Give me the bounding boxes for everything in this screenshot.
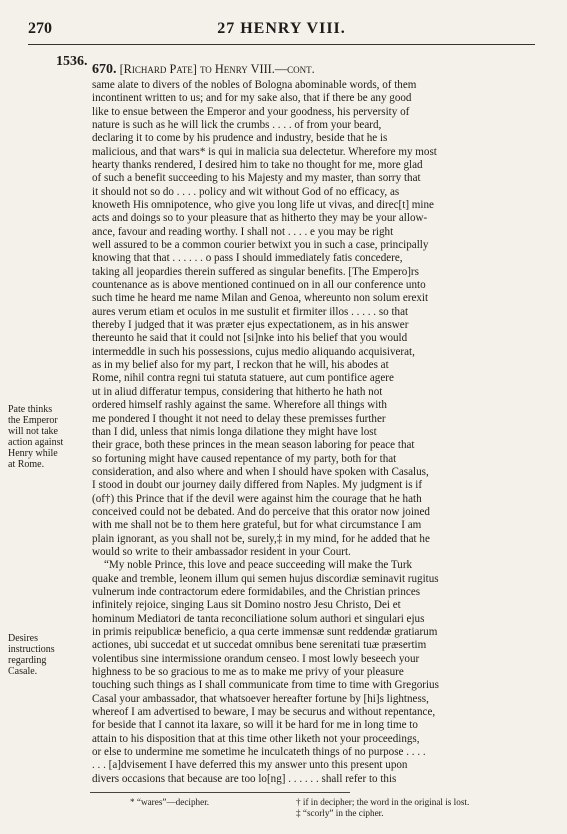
- body-line: aures verum etiam et oculos in me sustulit et firmiter illos . . . . . so that: [92, 305, 409, 318]
- page-number: 270: [28, 20, 52, 37]
- sidenote-line: the Emperor: [8, 415, 58, 426]
- sidenote-line: will not take: [8, 426, 58, 437]
- body-line: volentibus sine intermissione orandum censeo. I most lowly beseech your: [92, 652, 420, 665]
- body-line: Rome, nihil contra regni tui statuta statuere, aut cum pontifice agere: [92, 372, 394, 385]
- body-line: hearty thanks rendered, I desired him to take no thought for me, more glad: [92, 158, 423, 171]
- body-line: me pondered I thought it not need to delay these premisses further: [92, 412, 386, 425]
- body-line: well assured to be a common courier betwixt you in such a case, principally: [92, 239, 429, 252]
- sidenote-line: Casale.: [8, 666, 38, 677]
- body-line: infinitely rejoice, singing Laus sit Domino nostro Jesu Christo, Dei et: [92, 599, 401, 612]
- entry-heading: [92, 62, 540, 78]
- header-rule: [28, 44, 535, 45]
- body-line: same alate to divers of the nobles of Bologna abominable words, of them: [92, 78, 417, 91]
- body-line: ut in aliud differatur tempus, considering that hitherto he hath not: [92, 385, 383, 398]
- body-line: malicious, and that wars* is qui in malicia sua delectetur. Wherefore my most: [92, 145, 437, 158]
- body-line: intermeddle in such his possessions, cujus medio aliquando acquisiverat,: [92, 345, 415, 358]
- body-line: like to ensue between the Emperor and your goodness, his perversity of: [92, 105, 410, 118]
- running-header: [28, 20, 535, 40]
- footnote-rule: [90, 792, 350, 793]
- body-line: whereof I am advertised to beware, I may be securus and without repentance,: [92, 706, 436, 719]
- body-line: Casal your ambassador, that whatsoever hereafter fortune by [hi]s lightness,: [92, 692, 429, 705]
- body-line: would so write to their ambassador resident in your Court.: [92, 545, 351, 558]
- body-line: in primis reipublicæ beneficio, a qua certe immensæ sunt reddendæ gratiarum: [92, 626, 438, 638]
- sidenote-casale: [8, 633, 90, 677]
- sidenote-line: regarding: [8, 655, 47, 666]
- body-line: thereunto he said that it could not [si]nke into his belief that you would: [92, 332, 408, 345]
- body-line: touching such things as I shall communicate from time to time with Gregorius: [92, 679, 439, 692]
- body-line: plain ignorant, as you shall not be, surely,‡ in my mind, for he added that he: [92, 532, 430, 545]
- body-line: I stood in doubt our journey daily differed from Naples. My judgment is if: [92, 479, 423, 492]
- body-line: taking all jeopardies therein suffered as singular benefits. [The Empero]rs: [92, 265, 419, 278]
- entry-writer: [Richard Pate]: [119, 62, 197, 76]
- sidenote-line: Henry while: [8, 448, 58, 459]
- body-line: of such a benefit succeeding to his Majesty and my master, than sorry that: [92, 172, 421, 185]
- footnote-wares: * “wares”—decipher.: [130, 797, 210, 807]
- sidenote-pate-emperor: [8, 404, 90, 470]
- body-line: attain to his disposition that at this time other liketh not your proceedings,: [92, 732, 420, 745]
- entry-recipient: to Henry VIII.—cont.: [199, 62, 315, 76]
- body-line: “My noble Prince, this love and peace succeeding will make the Turk: [104, 559, 413, 572]
- body-line: incontinent written to us; and for my sake also, that if there be any good: [92, 92, 412, 105]
- body-line: as in my belief also for my part, I reckon that he will, his abodes at: [92, 359, 389, 372]
- sidenote-line: instructions: [8, 644, 55, 655]
- sidenote-line: action against: [8, 437, 64, 448]
- body-line: knowing that that . . . . . . o pass I should immediately fatis concedere,: [92, 252, 403, 265]
- body-line: ordered himself rashly against the same. Wherefore all things with: [92, 399, 387, 412]
- running-title: 27 HENRY VIII.: [217, 20, 346, 37]
- body-line: conceived could not be debated. And do perceive that this orator now joined: [92, 505, 430, 518]
- body-line: such time he heard me name Milan and Genoa, whereunto non solum erexit: [92, 292, 429, 305]
- letter-body: [92, 79, 540, 786]
- body-line: consideration, and also where and when I should have spoken with Casalus,: [92, 465, 429, 478]
- body-line: acts and doings so to your pleasure that as hitherto they may be your allow-: [92, 212, 428, 225]
- body-line: declaring it to come by his prudence and industry, beside that he is: [92, 132, 388, 145]
- body-line: with me shall not be to them here grateful, but for what circumstance I am: [92, 519, 422, 532]
- sidenote-line: Pate thinks: [8, 404, 53, 415]
- body-line: divers occasions that because are too lo[ng] . . . . . . shall refer to this: [92, 772, 397, 785]
- body-line: hominum Mediatori de tanta reconciliatione solum authori et singulari ejus: [92, 612, 425, 625]
- main-column: [92, 62, 540, 786]
- body-line: or else to undermine me sometime he inculcateth things of no purpose . . . .: [92, 746, 426, 759]
- year-marker: 1536.: [56, 54, 88, 69]
- sidenote-line: Desires: [8, 633, 38, 644]
- body-line: (of†) this Prince that if the devil were against him the courage that he hath: [92, 492, 422, 505]
- body-line: so fortuning might have caused repentance of my party, both for that: [92, 452, 397, 465]
- footnote-scorly: ‡ “scorly” in the cipher.: [296, 808, 384, 818]
- body-line: nature is such as he will lick the crumbs . . . . of from your beard,: [92, 118, 382, 131]
- body-line: than I did, unless that nimis longa dilatione they might have lost: [92, 425, 377, 438]
- body-line: thereby I judged that it was præter ejus expectationem, as in his answer: [92, 319, 409, 332]
- body-line: their grace, both these princes in the mean season laboring for peace that: [92, 439, 415, 452]
- body-line: countenance as is above mentioned continued on in all our conference unto: [92, 279, 426, 292]
- body-line: highness to be so gracious to me as to make me privy of your pleasure: [92, 666, 404, 679]
- body-line: for beside that I cannot ita laxare, so will it be hard for me in long time to: [92, 719, 418, 732]
- body-line: vulnerum inde contractorum edere formidabiles, and the Christian princes: [92, 585, 421, 598]
- sidenote-line: at Rome.: [8, 459, 45, 470]
- body-line: ance, favour and reading worthy. I shall not . . . . e you may be right: [92, 225, 394, 238]
- body-line: knoweth His omnipotence, who give you long life ut vivas, and direc[t] mine: [92, 199, 434, 211]
- body-line: it should not so do . . . . policy and wit without God of no efficacy, as: [92, 185, 400, 198]
- body-line: quake and tremble, leonem illum qui semen hujus discordiæ seminavit rugitus: [92, 572, 439, 585]
- footnote-decipher: † if in decipher; the word in the original is lost.: [296, 797, 470, 807]
- body-line: . . . [a]dvisement I have deferred this my answer unto this present upon: [92, 759, 408, 772]
- body-line: actiones, ubi succedat et ut succedat omnibus bene serenitati tuæ præsertim: [92, 639, 427, 652]
- entry-number: 670.: [92, 62, 117, 77]
